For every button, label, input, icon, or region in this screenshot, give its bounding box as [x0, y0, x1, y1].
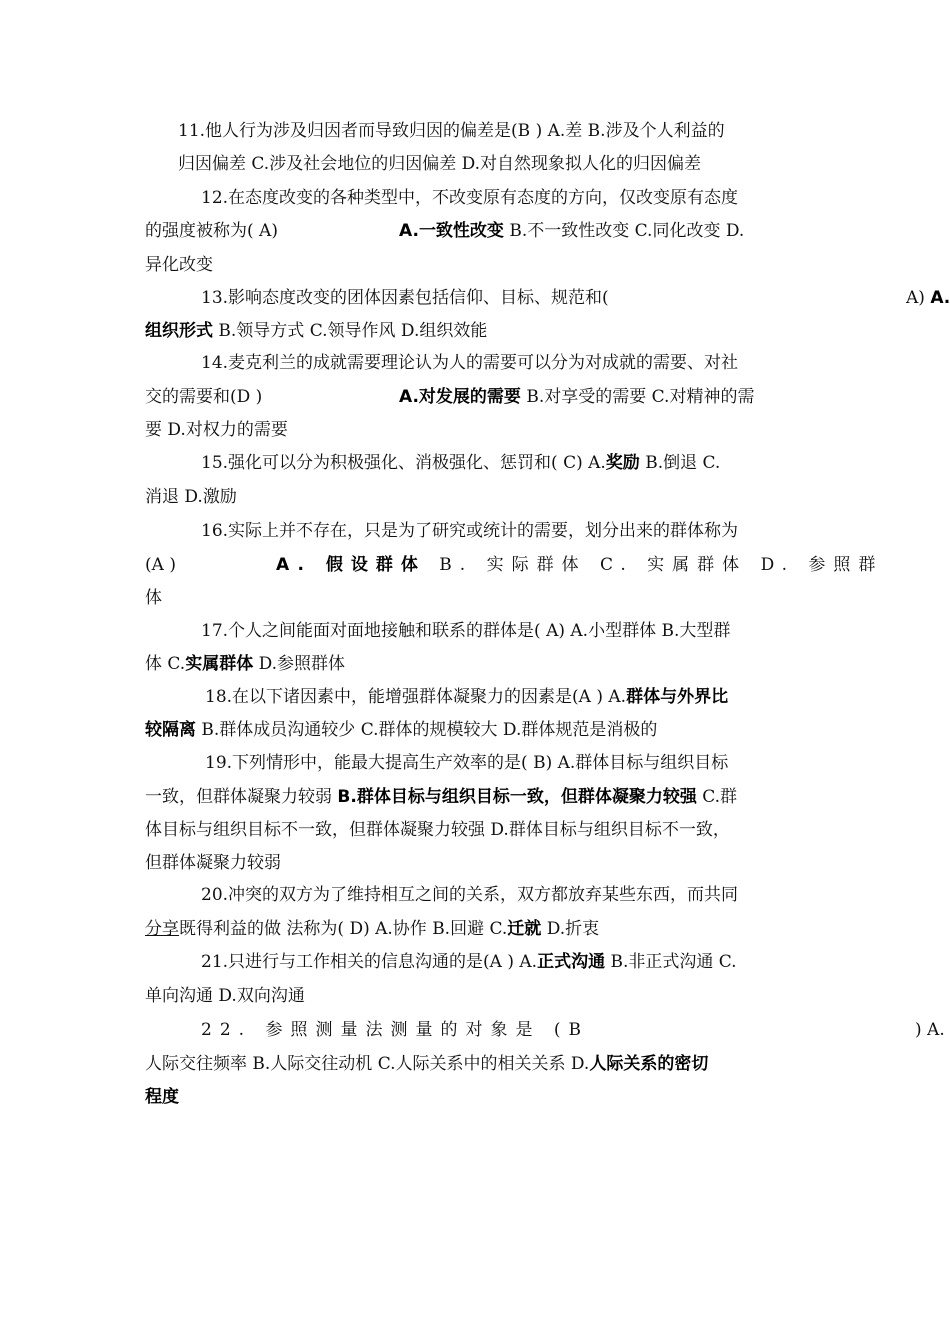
question-19-line-2: 一致，但群体凝聚力较弱 B.群体目标与组织目标一致，但群体凝聚力较强 C.群 [145, 787, 738, 807]
answer-text: A. 假设群体 [276, 555, 426, 575]
question-16-line-2: (A ) [145, 555, 176, 575]
question-20-line-2: 分享既得利益的做 法称为( D) A.协作 B.回避 C.迁就 D.折衷 [145, 919, 600, 939]
question-17-line-1: 17.个人之间能面对面地接触和联系的群体是( A) A.小型群体 B.大型群 [201, 621, 731, 641]
answer-text: A.对发展的需要 [399, 387, 521, 407]
question-14-line-2: 交的需要和(D ) [145, 387, 263, 407]
question-19-line-3: 体目标与组织目标不一致，但群体凝聚力较强 D.群体目标与组织目标不一致， [145, 820, 730, 840]
underlined-word: 分享 [145, 919, 179, 939]
question-14-line-3: 要 D.对权力的需要 [145, 420, 288, 440]
question-13-line-2: 组织形式 B.领导方式 C.领导作风 D.组织效能 [145, 321, 488, 341]
question-22-answer-mark: ) A. [915, 1020, 945, 1040]
question-22-line-2: 人际交往频率 B.人际交往动机 C.人际关系中的相关关系 D.人际关系的密切 [145, 1054, 709, 1074]
question-12-options: B.不一致性改变 C.同化改变 D. [509, 221, 745, 241]
question-12-answer [399, 220, 744, 242]
answer-text: 迁就 [507, 919, 542, 939]
answer-text: 正式沟通 [537, 952, 606, 972]
question-13-answer-mark: A) A. [906, 288, 950, 308]
question-22-line-3 [145, 1086, 179, 1108]
answer-prefix: A. [399, 221, 419, 241]
question-13-line-1: 13.影响态度改变的团体因素包括信仰、目标、规范和( [201, 288, 609, 308]
answer-text: 奖励 [605, 453, 640, 473]
question-21-line-1: 21.只进行与工作相关的信息沟通的是(A ) A.正式沟通 B.非正式沟通 C. [201, 952, 737, 972]
question-17-line-2: 体 C.实属群体 D.参照群体 [145, 654, 346, 674]
question-18-line-2: 较隔离 B.群体成员沟通较少 C.群体的规模较大 D.群体规范是消极的 [145, 720, 658, 740]
question-11-line-1: 11.他人行为涉及归因者而导致归因的偏差是(B ) A.差 B.涉及个人利益的 [178, 121, 725, 141]
answer-text-cont: 较隔离 [145, 720, 196, 740]
question-12-line-2: 的强度被称为( A) [145, 221, 278, 241]
answer-text-cont: 程度 [145, 1087, 179, 1107]
answer-text: 一致性改变 [418, 221, 504, 241]
question-18-line-1: 18.在以下诸因素中，能增强群体凝聚力的因素是(A ) A.群体与外界比 [205, 687, 729, 707]
question-14-answer: A.对发展的需要 B.对享受的需要 C.对精神的需 [399, 387, 755, 407]
question-19-line-4: 但群体凝聚力较弱 [145, 853, 281, 873]
answer-text: 人际关系的密切 [589, 1054, 709, 1074]
question-14-line-1: 14.麦克利兰的成就需要理论认为人的需要可以分为对成就的需要、对社 [201, 353, 739, 373]
question-16-line-3: 体 [145, 588, 162, 608]
question-22-line-1: 22. 参照测量法测量的对象是 (B [201, 1020, 589, 1040]
question-20-line-1: 20.冲突的双方为了维持相互之间的关系，双方都放弃某些东西，而共同 [201, 885, 739, 905]
question-15-line-2: 消退 D.激励 [145, 487, 237, 507]
question-19-line-1: 19.下列情形中，能最大提高生产效率的是( B) A.群体目标与组织目标 [205, 753, 729, 773]
question-16-line-1: 16.实际上并不存在，只是为了研究或统计的需要，划分出来的群体称为 [201, 521, 739, 541]
question-21-line-2: 单向沟通 D.双向沟通 [145, 986, 305, 1006]
question-12-line-1: 12.在态度改变的各种类型中，不改变原有态度的方向，仅改变原有态度 [201, 188, 739, 208]
answer-text: B.群体目标与组织目标一致，但群体凝聚力较强 [337, 787, 697, 807]
answer-text: 群体与外界比 [626, 687, 729, 707]
answer-text: 组织形式 [145, 321, 213, 341]
question-16-answer: A. 假设群体 B. 实际群体 C. 实属群体 D. 参照群 [276, 555, 884, 575]
question-11-line-2: 归因偏差 C.涉及社会地位的归因偏差 D.对自然现象拟人化的归因偏差 [178, 154, 702, 174]
question-12-line-3: 异化改变 [145, 255, 213, 275]
question-15-line-1: 15.强化可以分为积极强化、消极强化、惩罚和( C) A.奖励 B.倒退 C. [201, 453, 721, 473]
answer-text: 实属群体 [185, 654, 254, 674]
